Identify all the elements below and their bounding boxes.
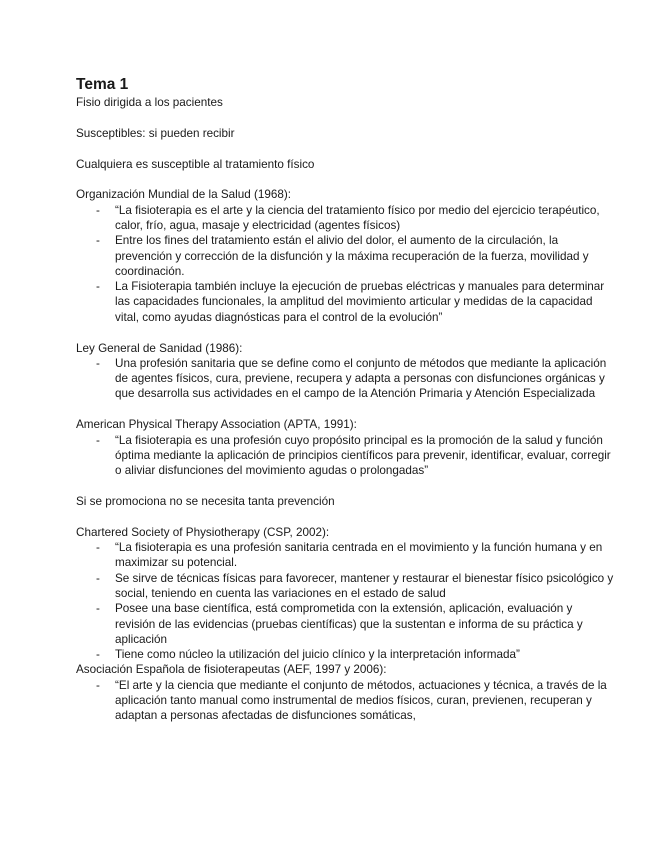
oms-list	[76, 203, 615, 325]
intro-line: Cualquiera es susceptible al tratamiento físico	[76, 157, 315, 171]
list-item: - Se sirve de técnicas físicas para favorecer, mantener y restaurar el bienestar físico psicológico y social, teniendo en cuenta las variaciones en el estado de salud	[76, 571, 615, 602]
apta-list	[76, 433, 615, 479]
section-heading-aef: Asociación Española de fisioterapeutas (AEF, 1997 y 2006):	[76, 663, 387, 677]
list-item: - “La fisioterapia es una profesión sanitaria centrada en el movimiento y la función humana y en maximizar su potencial.	[76, 540, 615, 571]
list-item: - La Fisioterapia también incluye la ejecución de pruebas eléctricas y manuales para determinar las capacidades funcionales, la amplitud del movimiento articular y medidas de la capacidad vital, como ayudas diagnósticas para el control de la evolución”	[76, 279, 615, 325]
list-item: - Entre los fines del tratamiento están el alivio del dolor, el aumento de la circulación, la prevención y corrección de la disfunción y la máxima recuperación de la fuerza, movilidad y coordinación.	[76, 233, 615, 279]
section-heading-lgs: Ley General de Sanidad (1986):	[76, 341, 243, 355]
list-item: - “La fisioterapia es el arte y la ciencia del tratamiento físico por medio del ejercicio terapéutico, calor, frío, agua, masaje y electricidad (agentes físicos)	[76, 203, 615, 234]
list-item: - Tiene como núcleo la utilización del juicio clínico y la interpretación informada”	[76, 647, 615, 662]
list-item: - “El arte y la ciencia que mediante el conjunto de métodos, actuaciones y técnica, a través de la aplicación tanto manual como instrumental de medios físicos, curan, previenen, recuperan y adaptan a personas afectadas de disfunciones somáticas,	[76, 678, 615, 724]
aef-list	[76, 678, 615, 724]
promo-note: Si se promociona no se necesita tanta prevención	[76, 494, 335, 508]
section-heading-apta: American Physical Therapy Association (APTA, 1991):	[76, 418, 357, 432]
list-item: - Posee una base científica, está comprometida con la extensión, aplicación, evaluación y revisión de las evidencias (pruebas científicas) que la sustentan e informa de su práctica y aplicación	[76, 601, 615, 647]
section-heading-csp: Chartered Society of Physiotherapy (CSP, 2002):	[76, 525, 330, 539]
list-item: - “La fisioterapia es una profesión cuyo propósito principal es la promoción de la salud y función óptima mediante la aplicación de principios científicos para prevenir, identificar, evaluar, corregir o aliviar disfunciones del movimiento agudas o prolongadas”	[76, 433, 615, 479]
list-item: - Una profesión sanitaria que se define como el conjunto de métodos que mediante la aplicación de agentes físicos, cura, previene, recupera y adapta a personas con disfunciones orgánicas y que desarrolla sus actividades en el campo de la Atención Primaria y Atención Especializada	[76, 356, 615, 402]
intro-line: Susceptibles: si pueden recibir	[76, 126, 235, 140]
intro-line: Fisio dirigida a los pacientes	[76, 96, 223, 109]
document-title: Tema 1	[76, 76, 129, 93]
section-heading-oms: Organización Mundial de la Salud (1968):	[76, 188, 292, 202]
lgs-list	[76, 356, 615, 402]
csp-list	[76, 540, 615, 662]
